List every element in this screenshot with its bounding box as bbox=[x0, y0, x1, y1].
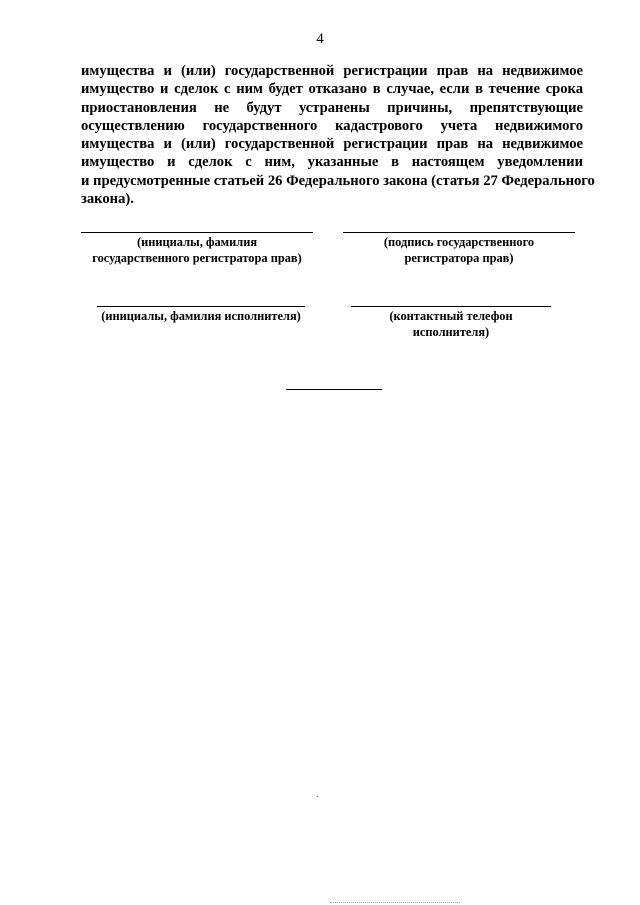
body-paragraph bbox=[81, 62, 595, 208]
body-line: закона). bbox=[81, 191, 134, 208]
registrar-name-field bbox=[81, 232, 313, 266]
signature-line bbox=[97, 306, 305, 307]
body-line: осуществлению государственного кадастрового учета недвижимого bbox=[81, 117, 583, 134]
executor-name-field bbox=[97, 306, 305, 325]
signature-line bbox=[343, 232, 575, 233]
body-line: и предусмотренные статьей 26 Федерального закона (статья 27 Федерального bbox=[81, 172, 595, 189]
executor-phone-caption: (контактный телефон исполнителя) bbox=[389, 309, 513, 339]
registrar-signature-caption: (подпись государственного регистратора прав) bbox=[383, 235, 535, 265]
registrar-name-caption: (инициалы, фамилия государственного регистратора прав) bbox=[92, 235, 302, 265]
scan-edge-noise bbox=[330, 902, 460, 903]
executor-phone-field bbox=[351, 306, 551, 340]
body-line: имущества и (или) государственной регистрации прав на недвижимое bbox=[81, 136, 583, 153]
registrar-signature-field bbox=[343, 232, 575, 266]
end-of-document-rule bbox=[286, 389, 382, 390]
signature-line bbox=[351, 306, 551, 307]
body-line: имущества и (или) государственной регистрации прав на недвижимое bbox=[81, 63, 583, 79]
body-line: имущество и сделок с ним будет отказано в случае, если в течение срока bbox=[81, 81, 583, 98]
executor-name-caption: (инициалы, фамилия исполнителя) bbox=[101, 309, 301, 323]
body-line: имущество и сделок с ним, указанные в настоящем уведомлении bbox=[81, 154, 583, 171]
body-line: приостановления не будут устранены причины, препятствующие bbox=[81, 99, 583, 116]
page-number: 4 bbox=[316, 31, 324, 47]
signature-line bbox=[81, 232, 313, 233]
scan-speck bbox=[317, 796, 318, 797]
